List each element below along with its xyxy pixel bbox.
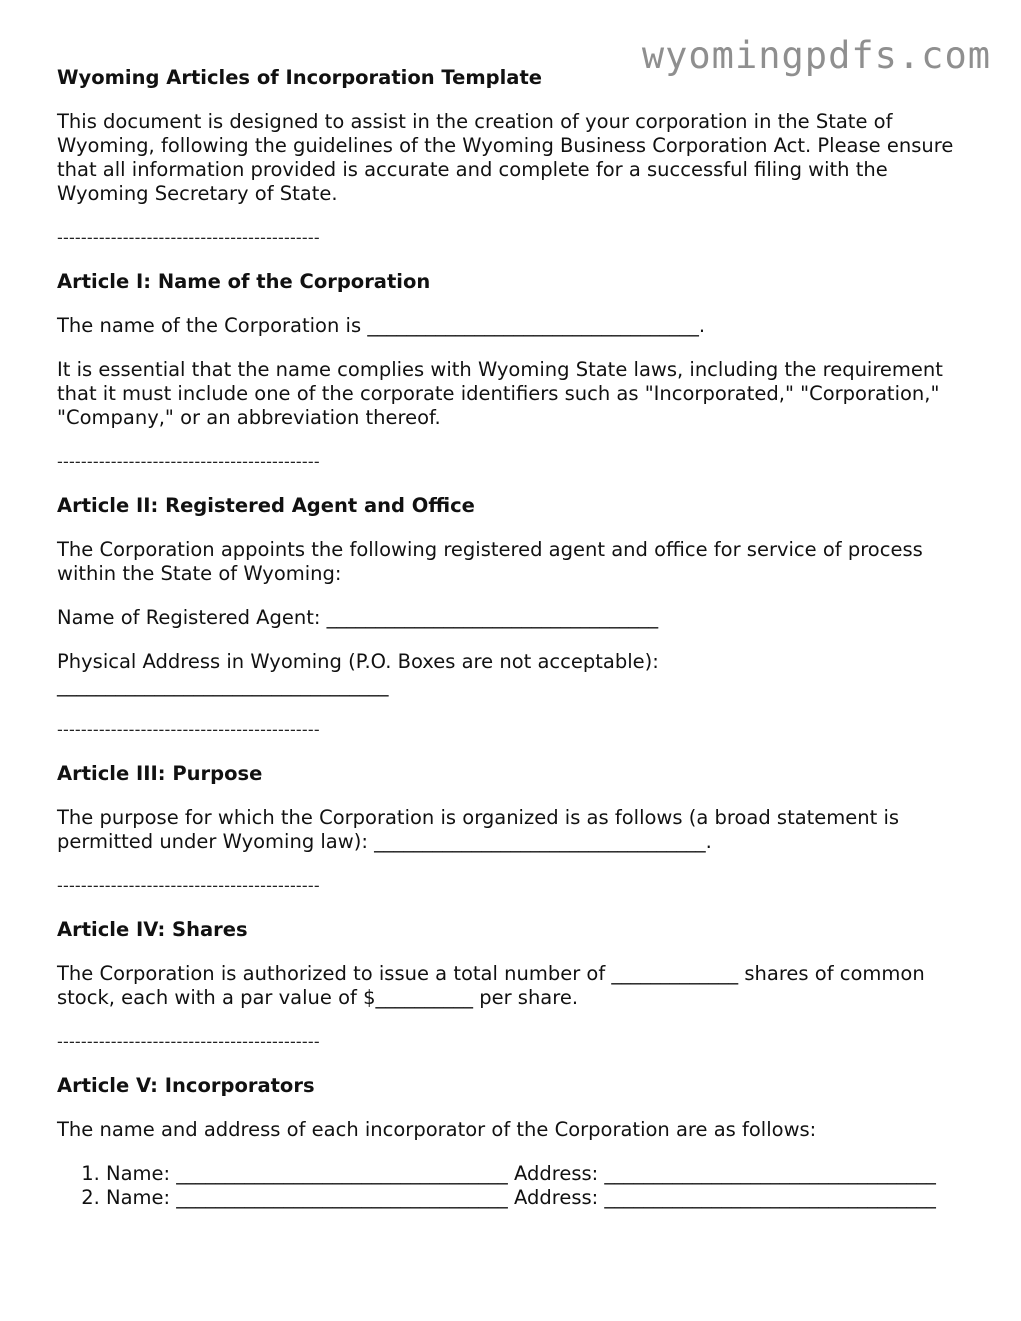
watermark: wyomingpdfs.com [641,34,991,77]
incorporators-intro: The name and address of each incorporator of the Corporation are as follows: [57,1118,817,1141]
document-body [57,66,967,1210]
separator: -------------------------------------------- [57,720,320,739]
separator: -------------------------------------------- [57,876,320,895]
article-3-heading: Article III: Purpose [57,762,263,785]
registered-agent-intro: The Corporation appoints the following registered agent and office for service of process within the State of Wyoming: [57,538,923,585]
incorporator-item: 2. Name: __________________________________ Address: __________________________________ [106,1186,967,1210]
registered-agent-address-line: Physical Address in Wyoming (P.O. Boxes are not acceptable): __________________________________ [57,650,659,697]
incorporator-item: 1. Name: __________________________________ Address: __________________________________ [106,1162,967,1186]
shares-line: The Corporation is authorized to issue a total number of _____________ shares of common stock, each with a par value of $__________ per share. [57,962,925,1009]
purpose-line: The purpose for which the Corporation is organized is as follows (a broad statement is permitted under Wyoming law): __________________________________. [57,806,900,853]
document-title: Wyoming Articles of Incorporation Template [57,66,543,89]
article-5-heading: Article V: Incorporators [57,1074,315,1097]
separator: -------------------------------------------- [57,1032,320,1051]
separator: -------------------------------------------- [57,228,320,247]
article-2-heading: Article II: Registered Agent and Office [57,494,475,517]
intro-paragraph: This document is designed to assist in the creation of your corporation in the State of Wyoming, following the guidelines of the Wyoming Business Corporation Act. Please ensure that all information provided is accurate and complete for a successful filing with the Wyoming Secretary of State. [57,110,954,205]
separator: -------------------------------------------- [57,452,320,471]
article-4-heading: Article IV: Shares [57,918,248,941]
corporation-name-line: The name of the Corporation is __________________________________. [57,314,706,337]
incorporator-list [57,1162,967,1210]
name-requirement-note: It is essential that the name complies with Wyoming State laws, including the requirement that it must include one of the corporate identifiers such as "Incorporated," "Corporation," "Company," or an abbreviation thereof. [57,358,943,429]
registered-agent-name-line: Name of Registered Agent: __________________________________ [57,606,659,629]
article-1-heading: Article I: Name of the Corporation [57,270,431,293]
